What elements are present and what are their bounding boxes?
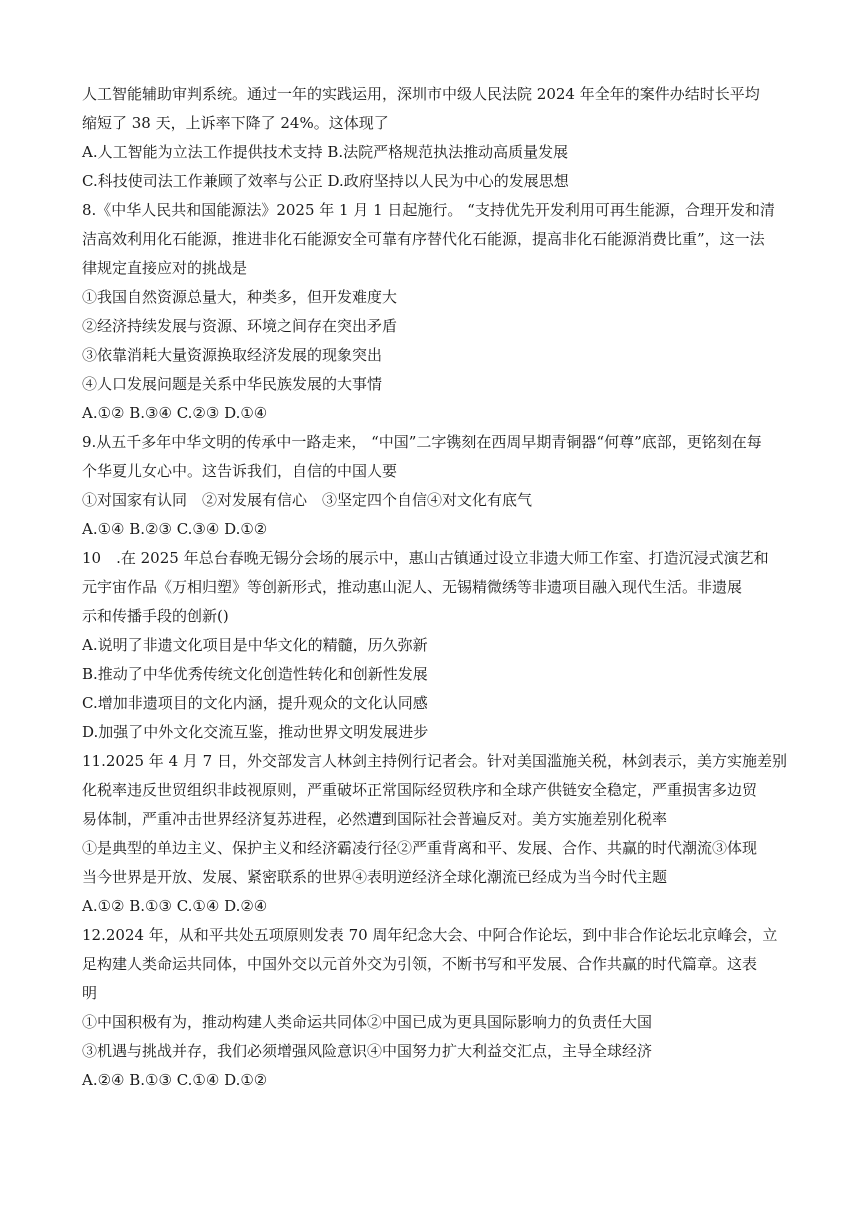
document-body	[82, 80, 787, 1095]
text-line: ①我国自然资源总量大，种类多，但开发难度大	[82, 288, 398, 306]
text-line: A.人工智能为立法工作提供技术支持 B.法院严格规范执法推动高质量发展	[82, 143, 569, 161]
text-line: 当今世界是开放、发展、紧密联系的世界④表明逆经济全球化潮流已经成为当今时代主题	[82, 868, 668, 886]
text-line: ①是典型的单边主义、保护主义和经济霸凌行径②严重背离和平、发展、合作、共赢的时代潮流③体现	[82, 839, 758, 857]
text-line: 足构建人类命运共同体，中国外交以元首外交为引领，不断书写和平发展、合作共赢的时代篇章。这表	[82, 955, 758, 973]
text-line: ④人口发展问题是关系中华民族发展的大事情	[82, 375, 383, 393]
text-line: A.①② B.③④ C.②③ D.①④	[82, 404, 268, 422]
text-line: ③依靠消耗大量资源换取经济发展的现象突出	[82, 346, 383, 364]
text-line: A.②④ B.①③ C.①④ D.①②	[82, 1071, 268, 1089]
text-line: A.①④ B.②③ C.③④ D.①②	[82, 520, 268, 538]
text-line: 人工智能辅助审判系统。通过一年的实践运用，深圳市中级人民法院 2024 年全年的案件办结时长平均	[82, 85, 760, 103]
text-line: B.推动了中华优秀传统文化创造性转化和创新性发展	[82, 665, 428, 683]
text-line: 律规定直接应对的挑战是	[82, 259, 248, 277]
question-9-line: 9.从五千多年中华文明的传承中一路走来， “中国”二字镌刻在西周早期青铜器“何尊”底部，更铭刻在每	[82, 433, 762, 451]
text-line: C.增加非遗项目的文化内涵，提升观众的文化认同感	[82, 694, 428, 712]
question-11-line: 11.2025 年 4 月 7 日，外交部发言人林剑主持例行记者会。针对美国滥施关税，林剑表示，美方实施差别	[82, 752, 787, 770]
text-line: A.①② B.①③ C.①④ D.②④	[82, 897, 268, 915]
text-line: 洁高效利用化石能源，推进非化石能源安全可靠有序替代化石能源，提高非化石能源消费比重”，这一法	[82, 230, 765, 248]
question-10-line: 10 .在 2025 年总台春晚无锡分会场的展示中，惠山古镇通过设立非遗大师工作室、打造沉浸式演艺和	[82, 549, 769, 567]
text-line: 缩短了 38 天，上诉率下降了 24%。这体现了	[82, 114, 389, 132]
text-line: ①中国积极有为，推动构建人类命运共同体②中国已成为更具国际影响力的负责任大国	[82, 1013, 653, 1031]
text-line: 明	[82, 984, 98, 1002]
text-line: C.科技使司法工作兼顾了效率与公正 D.政府坚持以人民为中心的发展思想	[82, 172, 569, 190]
question-12-line: 12.2024 年，从和平共处五项原则发表 70 周年纪念大会、中阿合作论坛，到中非合作论坛北京峰会，立	[82, 926, 778, 944]
text-line: 元宇宙作品《万相归塑》等创新形式，推动惠山泥人、无锡精微绣等非遗项目融入现代生活。非遗展	[82, 578, 743, 596]
question-8-line: 8.《中华人民共和国能源法》2025 年 1 月 1 日起施行。 “支持优先开发利用可再生能源，合理开发和清	[82, 201, 775, 219]
text-line: 化税率违反世贸组织非歧视原则，严重破坏正常国际经贸秩序和全球产供链安全稳定，严重损害多边贸	[82, 781, 758, 799]
text-line: 个华夏儿女心中。这告诉我们，自信的中国人要	[82, 462, 398, 480]
text-line: A.说明了非遗文化项目是中华文化的精髓，历久弥新	[82, 636, 428, 654]
text-line: ②经济持续发展与资源、环境之间存在突出矛盾	[82, 317, 398, 335]
text-line: D.加强了中外文化交流互鉴，推动世界文明发展进步	[82, 723, 429, 741]
text-line: ①对国家有认同 ②对发展有信心 ③坚定四个自信④对文化有底气	[82, 491, 533, 509]
text-line: 示和传播手段的创新()	[82, 607, 229, 625]
text-line: 易体制，严重冲击世界经济复苏进程，必然遭到国际社会普遍反对。美方实施差别化税率	[82, 810, 668, 828]
text-line: ③机遇与挑战并存，我们必须增强风险意识④中国努力扩大利益交汇点，主导全球经济	[82, 1042, 653, 1060]
